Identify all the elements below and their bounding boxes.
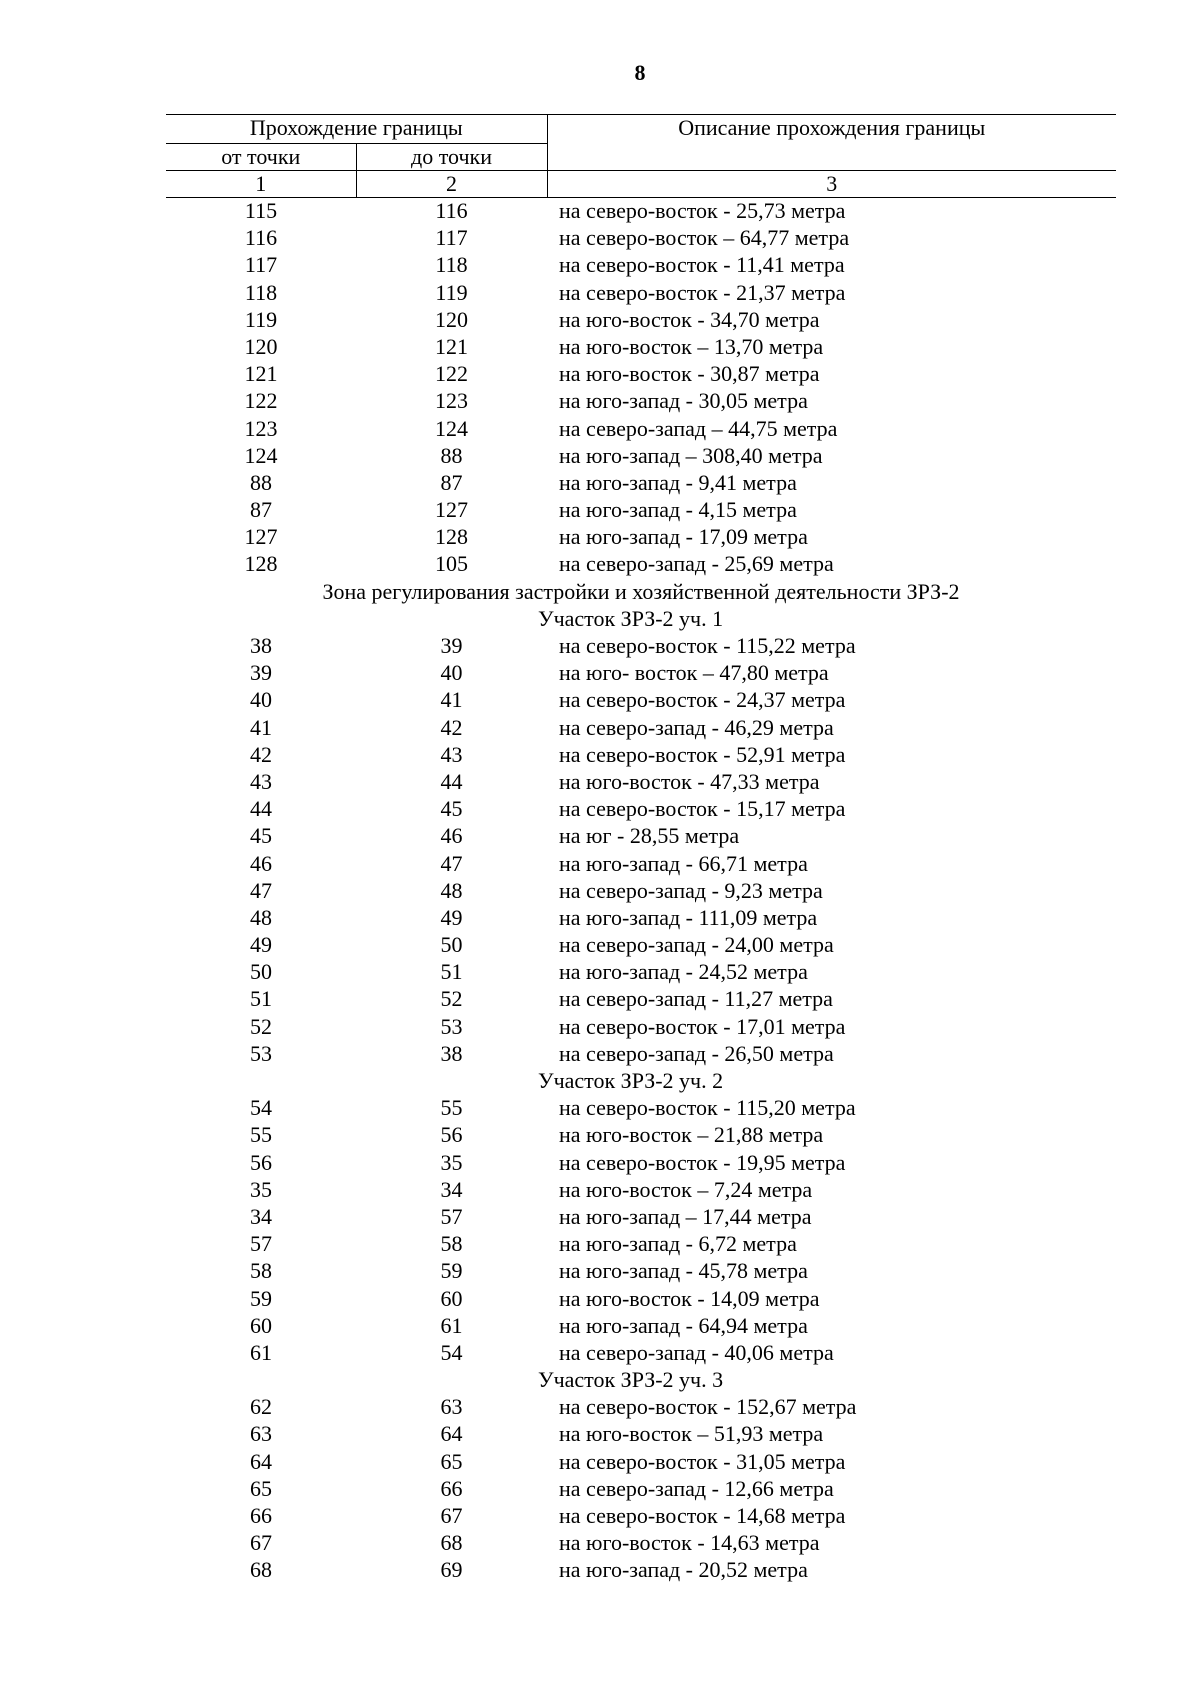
to-point-cell: 49 xyxy=(440,904,463,930)
to-point-cell: 123 xyxy=(435,388,468,414)
from-point-cell: 88 xyxy=(250,469,272,495)
to-point-cell: 38 xyxy=(440,1040,463,1066)
table-row xyxy=(166,851,1116,878)
from-point-cell: 58 xyxy=(250,1258,272,1284)
header-col1-number: 1 xyxy=(166,171,356,198)
to-point-cell: 88 xyxy=(440,442,463,468)
description-cell: на северо-запад - 40,06 метра xyxy=(559,1339,834,1365)
table-row xyxy=(166,823,1116,850)
from-point-cell: 51 xyxy=(250,986,272,1012)
from-point-cell: 128 xyxy=(244,551,278,577)
description-cell: на юго-восток - 30,87 метра xyxy=(559,361,820,387)
table-row xyxy=(166,1204,1116,1231)
boundary-table xyxy=(166,114,1116,1585)
page-number: 8 xyxy=(634,60,646,85)
table-row xyxy=(166,1476,1116,1503)
table-row xyxy=(166,687,1116,714)
from-point-cell: 52 xyxy=(250,1013,272,1039)
description-cell: на северо-восток - 19,95 метра xyxy=(559,1149,846,1175)
subsection-title: Участок ЗРЗ-2 уч. 3 xyxy=(538,1367,724,1393)
to-point-cell: 69 xyxy=(440,1557,463,1583)
header-to-point: до точки xyxy=(356,144,547,171)
zone-section-row xyxy=(166,579,1116,606)
header-description: Описание прохождения границы xyxy=(547,115,1116,171)
description-cell: на юго-восток – 51,93 метра xyxy=(559,1421,824,1447)
description-cell: на северо-запад – 44,75 метра xyxy=(559,415,838,441)
table-row xyxy=(166,1286,1116,1313)
description-cell: на юго- восток – 47,80 метра xyxy=(559,660,829,686)
table-row xyxy=(166,416,1116,443)
description-cell: на юго-запад - 45,78 метра xyxy=(559,1258,808,1284)
description-cell: на юго-восток – 7,24 метра xyxy=(559,1176,813,1202)
header-from-point: от точки xyxy=(166,144,356,171)
to-point-cell: 40 xyxy=(440,660,463,686)
from-point-cell: 115 xyxy=(244,198,278,223)
table-row xyxy=(166,198,1116,226)
from-point-cell: 121 xyxy=(244,361,278,387)
to-point-cell: 67 xyxy=(440,1503,463,1528)
table-row xyxy=(166,1530,1116,1557)
from-point-cell: 54 xyxy=(250,1095,272,1121)
subsection-title: Участок ЗРЗ-2 уч. 2 xyxy=(538,1068,724,1093)
description-cell: на северо-запад - 26,50 метра xyxy=(559,1040,834,1066)
description-cell: на юго-восток - 47,33 метра xyxy=(559,768,820,794)
from-point-cell: 42 xyxy=(250,741,272,767)
table-row xyxy=(166,1258,1116,1285)
from-point-cell: 120 xyxy=(244,333,278,359)
to-point-cell: 41 xyxy=(440,687,463,713)
description-cell: на юго-запад – 308,40 метра xyxy=(559,442,823,468)
from-point-cell: 68 xyxy=(250,1557,272,1583)
to-point-cell: 60 xyxy=(440,1285,463,1311)
description-cell: на юго-запад - 20,52 метра xyxy=(559,1557,808,1583)
table-row xyxy=(166,1231,1116,1258)
to-point-cell: 127 xyxy=(435,497,468,523)
description-cell: на северо-восток – 64,77 метра xyxy=(559,225,850,251)
description-cell: на юго-запад - 6,72 метра xyxy=(559,1231,797,1257)
description-cell: на северо-запад - 12,66 метра xyxy=(559,1475,834,1501)
description-cell: на северо-запад - 25,69 метра xyxy=(559,551,834,577)
table-row xyxy=(166,334,1116,361)
to-point-cell: 50 xyxy=(440,932,463,958)
description-cell: на северо-восток - 14,68 метра xyxy=(559,1503,846,1528)
header-col3-number: 3 xyxy=(547,171,1116,198)
to-point-cell: 87 xyxy=(440,469,463,495)
from-point-cell: 124 xyxy=(244,442,278,468)
description-cell: на северо-восток - 52,91 метра xyxy=(559,741,846,767)
table-row xyxy=(166,1421,1116,1448)
table-row xyxy=(166,551,1116,578)
to-point-cell: 64 xyxy=(440,1421,463,1447)
table-row xyxy=(166,361,1116,388)
to-point-cell: 54 xyxy=(440,1339,463,1365)
from-point-cell: 116 xyxy=(244,225,278,251)
description-cell: на северо-восток - 31,05 метра xyxy=(559,1448,846,1474)
from-point-cell: 66 xyxy=(250,1503,272,1528)
description-cell: на северо-запад - 24,00 метра xyxy=(559,932,834,958)
table-row xyxy=(166,1340,1116,1367)
subsection-row xyxy=(166,1367,1116,1394)
table-row xyxy=(166,959,1116,986)
from-point-cell: 39 xyxy=(250,660,272,686)
table-row xyxy=(166,225,1116,252)
to-point-cell: 39 xyxy=(440,633,463,658)
to-point-cell: 124 xyxy=(435,415,468,441)
description-cell: на юго-запад – 17,44 метра xyxy=(559,1203,812,1229)
description-cell: на северо-восток - 152,67 метра xyxy=(559,1394,857,1420)
description-cell: на северо-восток - 115,22 метра xyxy=(559,633,856,658)
to-point-cell: 55 xyxy=(440,1095,463,1121)
to-point-cell: 128 xyxy=(435,524,468,550)
to-point-cell: 42 xyxy=(440,714,463,740)
to-point-cell: 52 xyxy=(440,986,463,1012)
table-row xyxy=(166,280,1116,307)
from-point-cell: 47 xyxy=(250,877,272,903)
table-row xyxy=(166,252,1116,279)
from-point-cell: 43 xyxy=(250,768,272,794)
to-point-cell: 57 xyxy=(440,1203,463,1229)
table-row xyxy=(166,1449,1116,1476)
table-row xyxy=(166,742,1116,769)
to-point-cell: 34 xyxy=(440,1176,463,1202)
from-point-cell: 53 xyxy=(250,1040,272,1066)
to-point-cell: 59 xyxy=(440,1258,463,1284)
description-cell: на юго-восток – 21,88 метра xyxy=(559,1122,824,1148)
from-point-cell: 67 xyxy=(250,1530,272,1556)
to-point-cell: 58 xyxy=(440,1231,463,1257)
table-row xyxy=(166,1313,1116,1340)
from-point-cell: 118 xyxy=(244,279,278,305)
description-cell: на юго-запад - 9,41 метра xyxy=(559,469,797,495)
subsection-title: Участок ЗРЗ-2 уч. 1 xyxy=(538,605,724,631)
from-point-cell: 117 xyxy=(244,252,278,278)
from-point-cell: 49 xyxy=(250,932,272,958)
header-col2-number: 2 xyxy=(356,171,547,198)
table-row xyxy=(166,633,1116,660)
description-cell: на юго-запад - 64,94 метра xyxy=(559,1312,808,1338)
table-row xyxy=(166,932,1116,959)
from-point-cell: 65 xyxy=(250,1475,272,1501)
to-point-cell: 121 xyxy=(435,333,468,359)
to-point-cell: 117 xyxy=(435,225,468,251)
table-row xyxy=(166,388,1116,415)
from-point-cell: 64 xyxy=(250,1448,272,1474)
table-body xyxy=(166,198,1116,1585)
from-point-cell: 34 xyxy=(250,1203,272,1229)
table-row xyxy=(166,796,1116,823)
description-cell: на юго-запад - 66,71 метра xyxy=(559,850,808,876)
from-point-cell: 38 xyxy=(250,633,272,658)
header-boundary-passage: Прохождение границы xyxy=(166,115,547,144)
description-cell: на северо-запад - 9,23 метра xyxy=(559,877,823,903)
table-row xyxy=(166,1150,1116,1177)
table-row xyxy=(166,1014,1116,1041)
description-cell: на северо-восток - 15,17 метра xyxy=(559,796,846,822)
from-point-cell: 63 xyxy=(250,1421,272,1447)
from-point-cell: 48 xyxy=(250,904,272,930)
table-row xyxy=(166,443,1116,470)
to-point-cell: 47 xyxy=(440,850,463,876)
from-point-cell: 41 xyxy=(250,714,272,740)
to-point-cell: 118 xyxy=(435,252,468,278)
from-point-cell: 57 xyxy=(250,1231,272,1257)
to-point-cell: 63 xyxy=(440,1394,463,1420)
table-row xyxy=(166,769,1116,796)
to-point-cell: 120 xyxy=(435,306,468,332)
to-point-cell: 44 xyxy=(440,768,463,794)
from-point-cell: 46 xyxy=(250,850,272,876)
to-point-cell: 116 xyxy=(435,198,468,223)
table-row xyxy=(166,1394,1116,1421)
from-point-cell: 56 xyxy=(250,1149,272,1175)
table-row xyxy=(166,1122,1116,1149)
from-point-cell: 61 xyxy=(250,1339,272,1365)
from-point-cell: 122 xyxy=(244,388,278,414)
from-point-cell: 45 xyxy=(250,823,272,849)
description-cell: на юго-запад - 17,09 метра xyxy=(559,524,808,550)
from-point-cell: 60 xyxy=(250,1312,272,1338)
description-cell: на юго-восток - 14,63 метра xyxy=(559,1530,820,1556)
from-point-cell: 127 xyxy=(244,524,278,550)
table-row xyxy=(166,1557,1116,1584)
description-cell: на северо-восток - 115,20 метра xyxy=(559,1095,856,1121)
to-point-cell: 122 xyxy=(435,361,468,387)
description-cell: на северо-восток - 24,37 метра xyxy=(559,687,846,713)
description-cell: на юго-восток - 14,09 метра xyxy=(559,1285,820,1311)
description-cell: на юг - 28,55 метра xyxy=(559,823,740,849)
to-point-cell: 65 xyxy=(440,1448,463,1474)
to-point-cell: 68 xyxy=(440,1530,463,1556)
to-point-cell: 105 xyxy=(435,551,468,577)
to-point-cell: 119 xyxy=(435,279,468,305)
table-row xyxy=(166,1041,1116,1068)
subsection-row xyxy=(166,606,1116,633)
description-cell: на юго-восток - 34,70 метра xyxy=(559,306,820,332)
from-point-cell: 59 xyxy=(250,1285,272,1311)
description-cell: на северо-запад - 11,27 метра xyxy=(559,986,833,1012)
to-point-cell: 43 xyxy=(440,741,463,767)
table-header xyxy=(166,115,1116,198)
to-point-cell: 45 xyxy=(440,796,463,822)
to-point-cell: 51 xyxy=(440,959,463,985)
description-cell: на северо-восток - 17,01 метра xyxy=(559,1013,846,1039)
from-point-cell: 44 xyxy=(250,796,272,822)
table-row xyxy=(166,497,1116,524)
to-point-cell: 46 xyxy=(440,823,463,849)
from-point-cell: 119 xyxy=(244,306,278,332)
table-row xyxy=(166,1095,1116,1122)
table-row xyxy=(166,905,1116,932)
description-cell: на юго-запад - 30,05 метра xyxy=(559,388,808,414)
description-cell: на северо-восток - 21,37 метра xyxy=(559,279,846,305)
from-point-cell: 40 xyxy=(250,687,272,713)
description-cell: на северо-восток - 11,41 метра xyxy=(559,252,845,278)
description-cell: на северо-запад - 46,29 метра xyxy=(559,714,834,740)
description-cell: на юго-восток – 13,70 метра xyxy=(559,333,824,359)
table-row xyxy=(166,878,1116,905)
description-cell: на юго-запад - 24,52 метра xyxy=(559,959,808,985)
to-point-cell: 61 xyxy=(440,1312,463,1338)
from-point-cell: 55 xyxy=(250,1122,272,1148)
description-cell: на северо-восток - 25,73 метра xyxy=(559,198,846,223)
from-point-cell: 50 xyxy=(250,959,272,985)
to-point-cell: 35 xyxy=(440,1149,463,1175)
from-point-cell: 87 xyxy=(250,497,272,523)
description-cell: на юго-запад - 4,15 метра xyxy=(559,497,797,523)
from-point-cell: 35 xyxy=(250,1176,272,1202)
table-row xyxy=(166,524,1116,551)
table-row xyxy=(166,986,1116,1013)
from-point-cell: 62 xyxy=(250,1394,272,1420)
to-point-cell: 53 xyxy=(440,1013,463,1039)
description-cell: на юго-запад - 111,09 метра xyxy=(559,904,818,930)
subsection-row xyxy=(166,1068,1116,1095)
table-row xyxy=(166,715,1116,742)
table-row xyxy=(166,660,1116,687)
to-point-cell: 48 xyxy=(440,877,463,903)
table-row xyxy=(166,307,1116,334)
zone-section-title: Зона регулирования застройки и хозяйственной деятельности ЗРЗ-2 xyxy=(322,578,960,604)
table-row xyxy=(166,1503,1116,1530)
table-row xyxy=(166,1177,1116,1204)
to-point-cell: 66 xyxy=(440,1475,463,1501)
from-point-cell: 123 xyxy=(244,415,278,441)
table-row xyxy=(166,470,1116,497)
to-point-cell: 56 xyxy=(440,1122,463,1148)
